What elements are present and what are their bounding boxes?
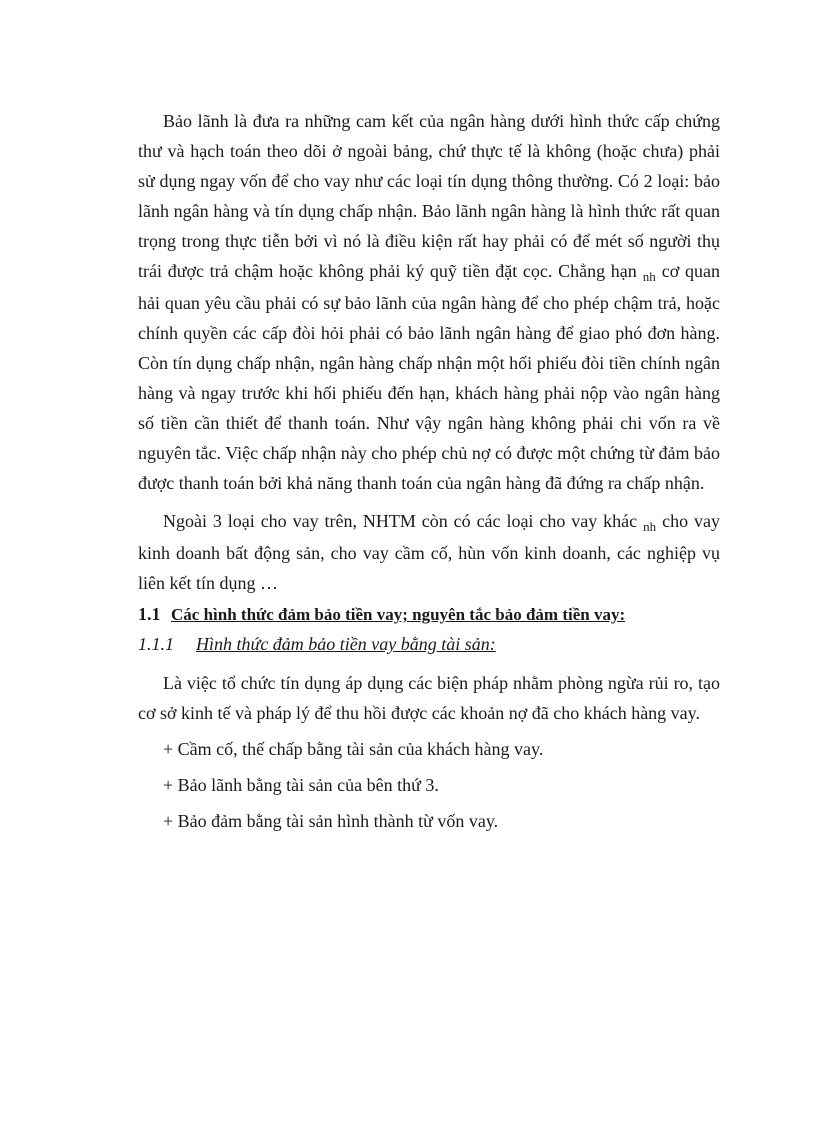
subscript-fragment: nh [643,519,657,534]
subsection-heading [138,634,720,666]
paragraph-text: Bảo lãnh là đưa ra những cam kết của ngân hàng dưới hình thức cấp chứng thư và hạch toán theo dõi ở ngoài bảng, chứ thực tế là không (hoặc chưa) phải sử dụng ngay vốn để cho vay như các loại tín dụng thông thường. Có 2 loại: bảo lãnh ngân hàng và tín dụng chấp nhận. Bảo lãnh ngân hàng là hình thức rất quan trọng trong thực tiễn bởi vì nó là điều kiện rất hay phải có để mét số người thụ trái được trả chậm hoặc không phải ký quỹ tiền đặt cọc. Chẳng hạn [138,111,720,281]
paragraph-other-loans [138,506,720,598]
list-item: + Bảo lãnh bằng tài sản của bên thứ 3. [163,775,439,795]
paragraph-text: cơ quan hải quan yêu cầu phải có sự bảo lãnh của ngân hàng để cho phép chậm trả, hoặc chính quyền các cấp đòi hỏi phải có bảo lãnh ngân hàng để giao phó đơn hàng. Còn tín dụng chấp nhận, ngân hàng chấp nhận một hối phiếu đòi tiền chính ngân hàng và ngay trước khi hối phiếu đến hạn, khách hàng phải nộp vào ngân hàng số tiền cần thiết để thanh toán. Như vậy ngân hàng không phải chi vốn ra về nguyên tắc. Việc chấp nhận này cho phép chủ nợ có được một chứng từ đảm bảo được thanh toán bởi khả năng thanh toán của ngân hàng đã đứng ra chấp nhận. [138,261,720,493]
section-title: Các hình thức đảm bảo tiền vay; nguyên tắc bảo đảm tiền vay: [171,605,626,624]
list-item: + Cầm cố, thế chấp bằng tài sản của khách hàng vay. [163,739,544,759]
section-number: 1.1 [138,604,161,624]
subsection-number: 1.1.1 [138,634,174,654]
paragraph-bao-lanh [138,106,720,498]
paragraph-text: cho vay kinh doanh bất động sản, cho vay cầm cố, hùn vốn kinh doanh, các nghiệp vụ liên kết tín dụng … [138,511,720,593]
paragraph-definition: Là việc tổ chức tín dụng áp dụng các biện pháp nhằm phòng ngừa rủi ro, tạo cơ sở kinh tế và pháp lý để thu hồi được các khoản nợ đã cho khách hàng vay. [138,673,720,723]
document-page [138,106,720,836]
paragraph-text: Ngoài 3 loại cho vay trên, NHTM còn có các loại cho vay khác [163,511,638,531]
list-item: + Bảo đảm bằng tài sản hình thành từ vốn vay. [163,811,499,831]
subscript-fragment: nh [642,269,656,284]
section-heading [138,604,720,634]
subsection-title: Hình thức đảm bảo tiền vay bằng tài sản: [196,634,496,654]
